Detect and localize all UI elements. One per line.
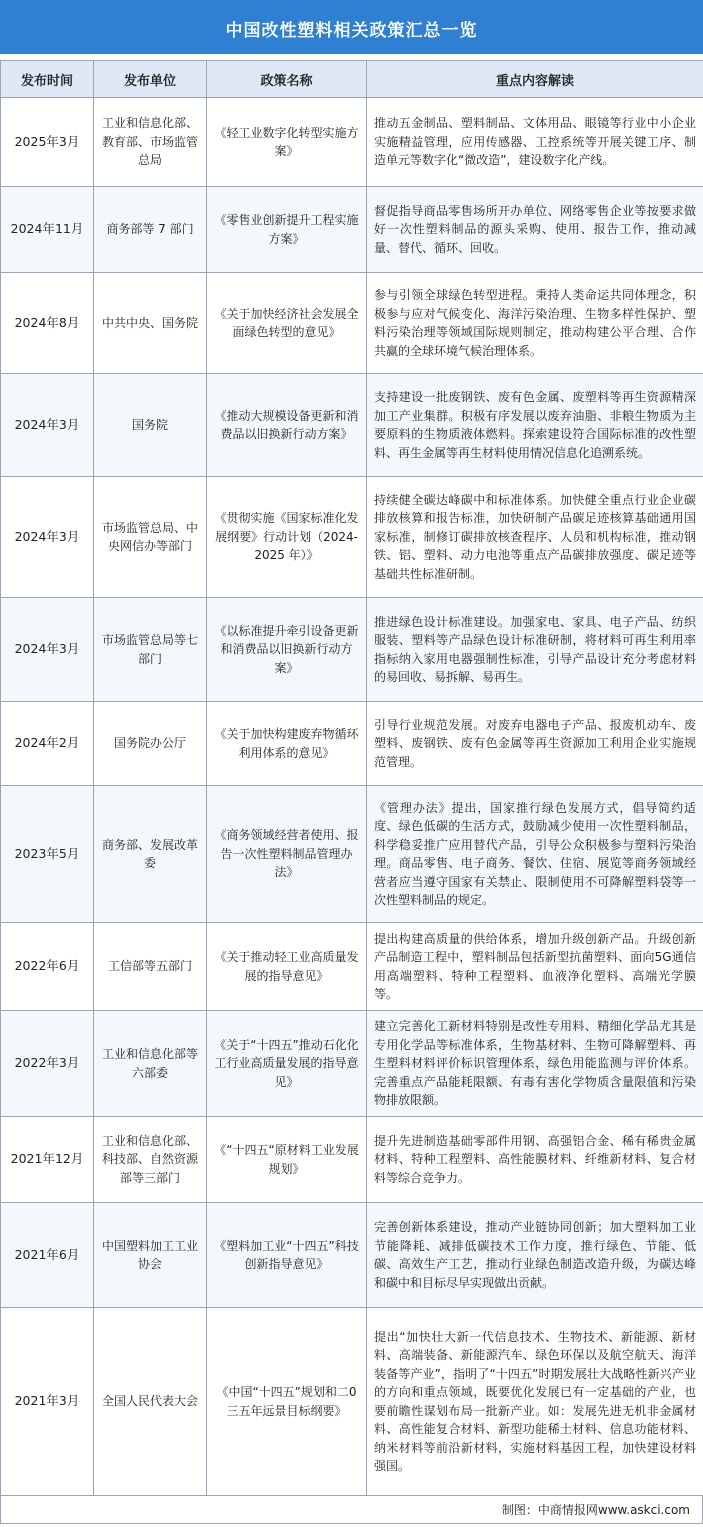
table-row	[1, 786, 703, 923]
row-unit: 市场监管总局等七部门	[94, 598, 207, 702]
table-row	[1, 187, 703, 273]
table-row	[1, 1117, 703, 1203]
row-policy: 《关于加快构建废弃物循环利用体系的意见》	[207, 702, 367, 786]
table-row	[1, 477, 703, 598]
row-content: 建立完善化工新材料特别是改性专用料、精细化学品尤其是专用化学品等标准体系，生物基材料、生物可降解塑料、再生塑料材料评价标识管理体系，绿色用能监测与评价体系。完善重点产品能耗限额、有毒有害化学物质含量限值和污染物排放限额。	[367, 1011, 703, 1117]
row-policy: 《以标准提升牵引设备更新和消费品以旧换新行动方案》	[207, 598, 367, 702]
table-row	[1, 273, 703, 374]
row-policy: 《轻工业数字化转型实施方案》	[207, 98, 367, 187]
header-row	[1, 61, 703, 98]
row-policy: 《零售业创新提升工程实施方案》	[207, 187, 367, 273]
row-unit: 商务部等 7 部门	[94, 187, 207, 273]
page-title: 中国改性塑料相关政策汇总一览	[225, 20, 478, 41]
row-policy: 《推动大规模设备更新和消费品以旧换新行动方案》	[207, 374, 367, 477]
row-time: 2023年5月	[1, 786, 94, 923]
row-unit: 中共中央、国务院	[94, 273, 207, 374]
row-time: 2024年11月	[1, 187, 94, 273]
row-content: 提出“加快壮大新一代信息技术、生物技术、新能源、新材料、高端装备、新能源汽车、绿色环保以及航空航天、海洋装备等产业”，指明了“十四五”时期发展壮大战略性新兴产业的方向和重点领域，既要优化发展已有一定基础的产业，也要前瞻性谋划布局一批新产业。如：发展先进无机非金属材料、高性能复合材料、新型功能稀土材料、信息功能材料、纳米材料等前沿新材料，实施材料基因工程，加快建设材料强国。	[367, 1308, 703, 1496]
table-row	[1, 1011, 703, 1117]
table-row	[1, 1203, 703, 1308]
row-unit: 国务院	[94, 374, 207, 477]
row-unit: 工业和信息化部、教育部、市场监管总局	[94, 98, 207, 187]
row-policy: 《商务领域经营者使用、报告一次性塑料制品管理办法》	[207, 786, 367, 923]
row-time: 2025年3月	[1, 98, 94, 187]
policy-table	[0, 60, 703, 1496]
source-credit: 制图：中商情报网www.askci.com	[501, 1503, 690, 1517]
row-unit: 工业和信息化部、科技部、自然资源部等三部门	[94, 1117, 207, 1203]
row-time: 2024年2月	[1, 702, 94, 786]
row-content: 支持建设一批废钢铁、废有色金属、废塑料等再生资源精深加工产业集群。积极有序发展以废弃油脂、非粮生物质为主要原料的生物质液体燃料。探索建设符合国际标准的改性塑料、再生金属等再生材料使用情况信息化追溯系统。	[367, 374, 703, 477]
row-content: 推动五金制品、塑料制品、文体用品、眼镜等行业中小企业实施精益管理，应用传感器、工控系统等开展关键工序、制造单元等数字化“微改造”，建设数字化产线。	[367, 98, 703, 187]
row-unit: 市场监管总局、中央网信办等部门	[94, 477, 207, 598]
table-row	[1, 598, 703, 702]
row-unit: 工业和信息化部等六部委	[94, 1011, 207, 1117]
row-time: 2022年6月	[1, 923, 94, 1011]
row-time: 2024年3月	[1, 374, 94, 477]
row-policy: 《“十四五“原材料工业发展规划》	[207, 1117, 367, 1203]
row-content: 持续健全碳达峰碳中和标准体系。加快健全重点行业企业碳排放核算和报告标准，加快研制产品碳足迹核算基础通用国家标准，制修订碳排放核查程序、人员和机构标准，推动钢铁、铝、塑料、动力电池等重点产品碳排放强度、碳足迹等基础共性标准研制。	[367, 477, 703, 598]
row-time: 2021年12月	[1, 1117, 94, 1203]
row-unit: 中国塑料加工工业协会	[94, 1203, 207, 1308]
row-policy: 《关于“十四五”推动石化化工行业高质量发展的指导意见》	[207, 1011, 367, 1117]
row-policy: 《关于加快经济社会发展全面绿色转型的意见》	[207, 273, 367, 374]
row-policy: 《关于推动轻工业高质量发展的指导意见》	[207, 923, 367, 1011]
row-content: 提升先进制造基础零部件用钢、高强铝合金、稀有稀贵金属材料、特种工程塑料、高性能膜材料、纤维新材料、复合材料等综合竞争力。	[367, 1117, 703, 1203]
row-time: 2024年3月	[1, 477, 94, 598]
table-row	[1, 923, 703, 1011]
header-content: 重点内容解读	[367, 61, 703, 98]
table-row	[1, 374, 703, 477]
row-time: 2024年3月	[1, 598, 94, 702]
row-time: 2024年8月	[1, 273, 94, 374]
row-time: 2021年6月	[1, 1203, 94, 1308]
header-time: 发布时间	[1, 61, 94, 98]
row-content: 提出构建高质量的供给体系，增加升级创新产品。升级创新产品制造工程中，塑料制品包括新型抗菌塑料、面向5G通信用高端塑料、特种工程塑料、血液净化塑料、高端光学膜等。	[367, 923, 703, 1011]
row-policy: 《塑料加工业“十四五”科技创新指导意见》	[207, 1203, 367, 1308]
row-content: 引导行业规范发展。对废弃电器电子产品、报废机动车、废塑料、废钢铁、废有色金属等再生资源加工利用企业实施规范管理。	[367, 702, 703, 786]
row-content: 督促指导商品零售场所开办单位、网络零售企业等按要求做好一次性塑料制品的源头采购、使用、报告工作，推动减量、替代、循环、回收。	[367, 187, 703, 273]
source-footer	[0, 1496, 703, 1524]
row-unit: 国务院办公厅	[94, 702, 207, 786]
title-bar	[0, 0, 703, 54]
row-unit: 商务部、发展改革委	[94, 786, 207, 923]
row-policy: 《贯彻实施《国家标准化发展纲要》行动计划（2024-2025 年）》	[207, 477, 367, 598]
header-policy: 政策名称	[207, 61, 367, 98]
row-content: 推进绿色设计标准建设。加强家电、家具、电子产品、纺织服装、塑料等产品绿色设计标准研制，将材料可再生利用率指标纳入家用电器强制性标准，引导产品设计充分考虑材料的易回收、易拆解、易再生。	[367, 598, 703, 702]
header-unit: 发布单位	[94, 61, 207, 98]
row-content: 参与引领全球绿色转型进程。秉持人类命运共同体理念，积极参与应对气候变化、海洋污染治理、生物多样性保护、塑料污染治理等领域国际规则制定，推动构建公平合理、合作共赢的全球环境气候治理体系。	[367, 273, 703, 374]
row-unit: 工信部等五部门	[94, 923, 207, 1011]
row-policy: 《中国“十四五”规划和二0三五年远景目标纲要》	[207, 1308, 367, 1496]
table-row	[1, 702, 703, 786]
table-row	[1, 1308, 703, 1496]
row-content: 《管理办法》提出，国家推行绿色发展方式，倡导简约适度、绿色低碳的生活方式，鼓励减少使用一次性塑料制品，科学稳妥推广应用替代产品，引导公众积极参与塑料污染治理。商品零售、电子商务、餐饮、住宿、展览等商务领域经营者应当遵守国家有关禁止、限制使用不可降解塑料袋等一次性塑料制品的规定。	[367, 786, 703, 923]
row-unit: 全国人民代表大会	[94, 1308, 207, 1496]
table-row	[1, 98, 703, 187]
row-time: 2022年3月	[1, 1011, 94, 1117]
row-content: 完善创新体系建设，推动产业链协同创新；加大塑料加工业节能降耗、减排低碳技术工作力度，推行绿色、节能、低碳、高效生产工艺，推动行业绿色制造改造升级，为碳达峰和碳中和目标尽早实现做出贡献。	[367, 1203, 703, 1308]
row-time: 2021年3月	[1, 1308, 94, 1496]
